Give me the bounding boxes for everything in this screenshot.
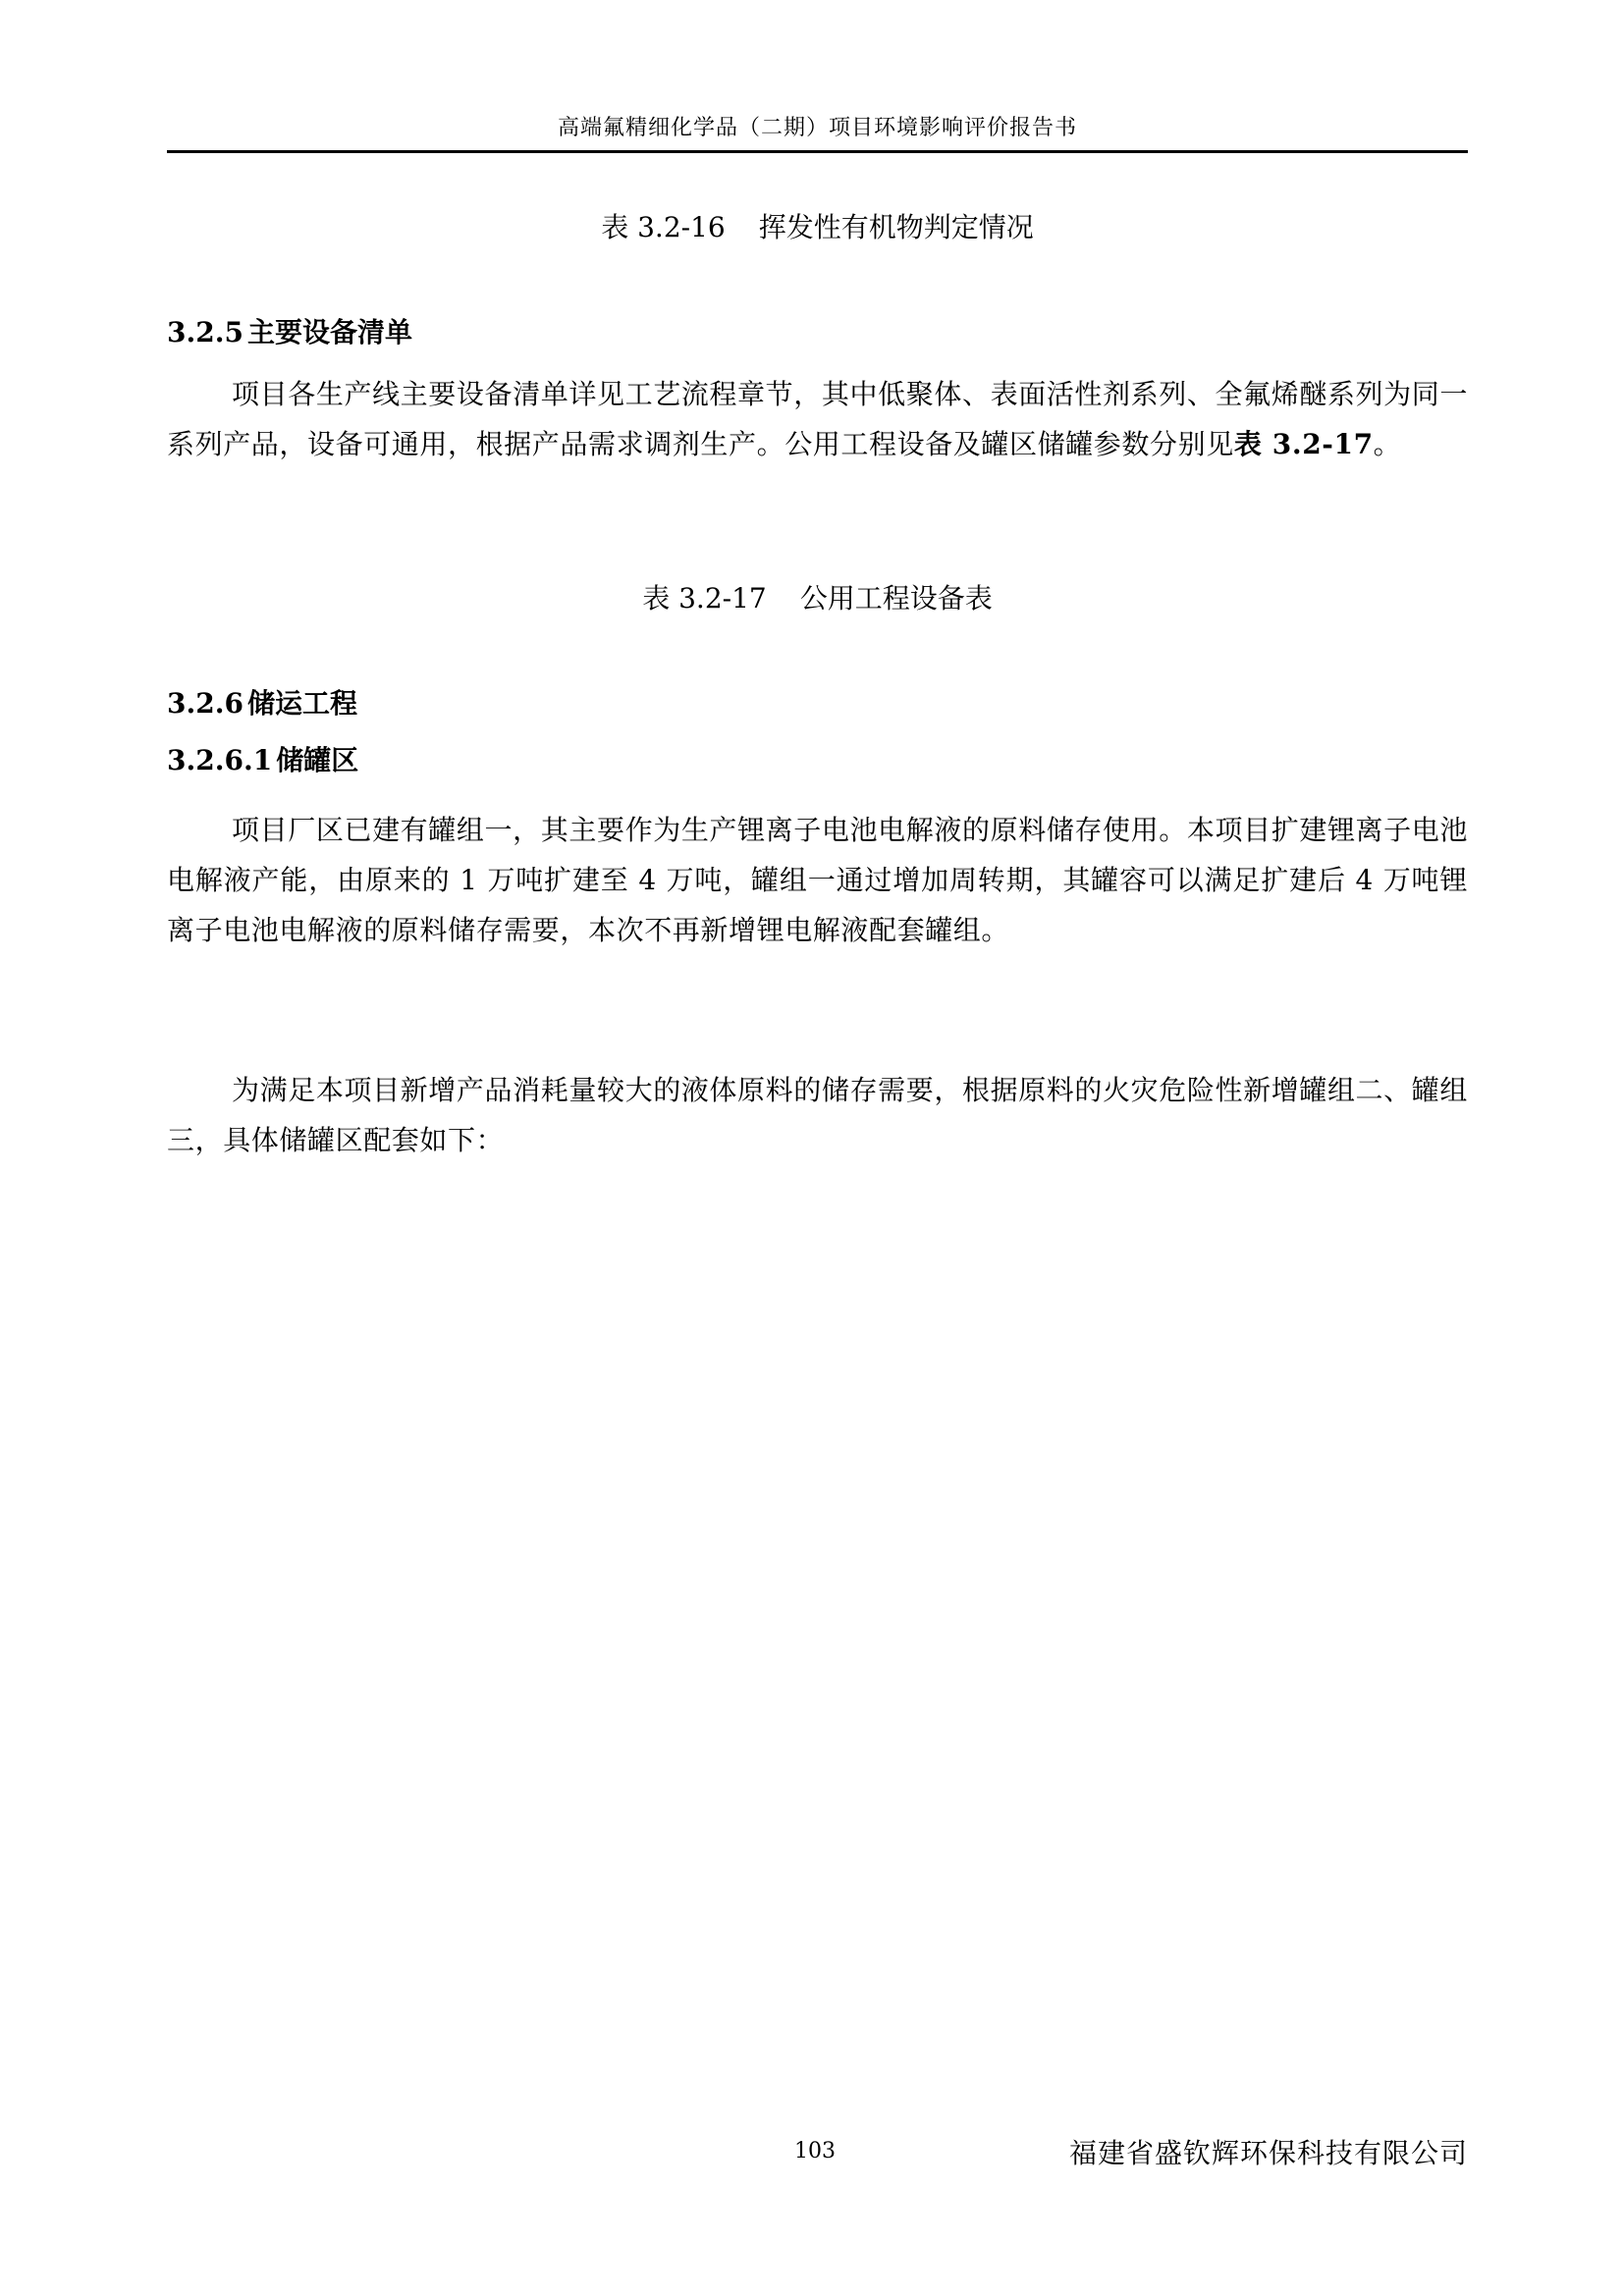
paragraph-text: 项目各生产线主要设备清单详见工艺流程章节，其中低聚体、表面活性剂系列、全氟烯醚系列为同一系列产品，设备可通用，根据产品需求调剂生产。公用工程设备及罐区储罐参数分别见 (167, 378, 1468, 460)
section-title: 储罐区 (276, 744, 359, 776)
section-heading-3-2-6-1 (167, 741, 358, 780)
table-caption-3-2-16 (167, 208, 1468, 247)
section-number: 3.2.6.1 (167, 744, 273, 776)
table-caption-number: 表 3.2-16 (601, 211, 726, 243)
paragraph-equipment-list (167, 369, 1468, 469)
table-caption-3-2-17 (167, 579, 1468, 618)
section-heading-3-2-5 (167, 313, 412, 352)
page-number: 103 (794, 2139, 836, 2163)
paragraph-end: 。 (1373, 428, 1402, 460)
footer-organization: 福建省盛钦辉环保科技有限公司 (1068, 2137, 1468, 2169)
header-rule (167, 150, 1468, 153)
paragraph-new-tank-groups: 为满足本项目新增产品消耗量较大的液体原料的储存需要，根据原料的火灾危险性新增罐组二、罐组三，具体储罐区配套如下： (167, 1074, 1468, 1156)
page-header: 高端氟精细化学品（二期）项目环境影响评价报告书 (557, 116, 1077, 140)
section-heading-3-2-6 (167, 684, 357, 723)
table-caption-number: 表 3.2-17 (642, 582, 767, 614)
table-reference: 表 3.2-17 (1233, 428, 1374, 460)
table-caption-title: 公用工程设备表 (799, 582, 993, 614)
section-number: 3.2.6 (167, 687, 243, 720)
section-title: 储运工程 (246, 687, 357, 720)
section-number: 3.2.5 (167, 316, 243, 348)
table-caption-title: 挥发性有机物判定情况 (758, 211, 1034, 243)
paragraph-tank-group-one: 项目厂区已建有罐组一，其主要作为生产锂离子电池电解液的原料储存使用。本项目扩建锂离子电池电解液产能，由原来的 1 万吨扩建至 4 万吨，罐组一通过增加周转期，其罐容可以满足扩建后 4 万吨锂离子电池电解液的原料储存需要，本次不再新增锂电解液配套罐组。 (167, 814, 1468, 946)
section-title: 主要设备清单 (246, 316, 412, 348)
